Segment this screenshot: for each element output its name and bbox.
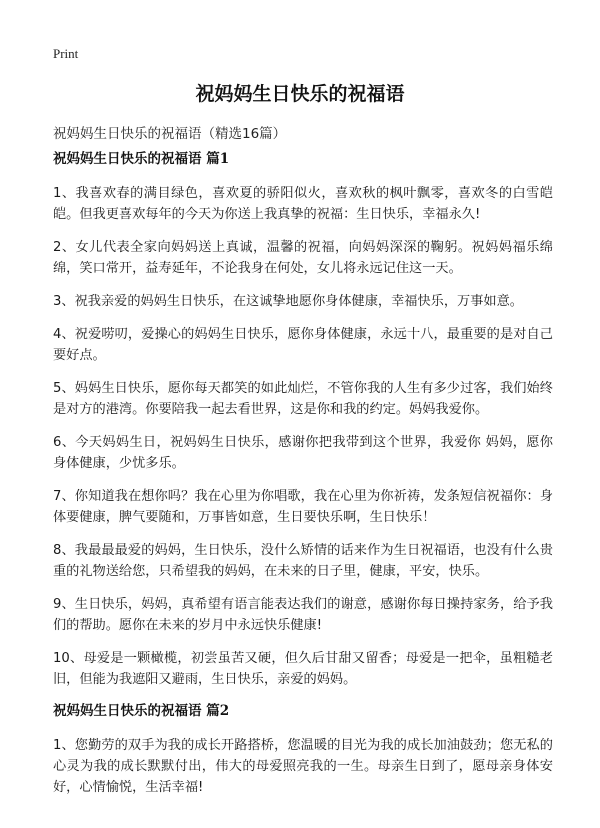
paragraph: 5、妈妈生日快乐，愿你每天都笑的如此灿烂，不管你我的人生有多少过客，我们始终是对方的港湾。你要陪我一起去看世界，这是你和我的约定。妈妈我爱你。: [53, 381, 553, 417]
print-link[interactable]: Print: [53, 46, 79, 61]
document-subtitle: 祝妈妈生日快乐的祝福语（精选16篇）: [53, 126, 287, 142]
paragraph: 8、我最最最爱的妈妈，生日快乐，没什么矫情的话来作为生日祝福语，也没有什么贵重的礼物送给您，只希望我的妈妈，在未来的日子里，健康，平安，快乐。: [53, 543, 553, 579]
paragraph: 6、今天妈妈生日，祝妈妈生日快乐，感谢你把我带到这个世界，我爱你 妈妈，愿你身体健康，少忧多乐。: [53, 435, 553, 471]
paragraph: 4、祝爱唠叨，爱操心的妈妈生日快乐，愿你身体健康，永远十八，最重要的是对自己要好点。: [53, 327, 553, 363]
section-heading-2: 祝妈妈生日快乐的祝福语 篇2: [53, 703, 230, 719]
paragraph: 10、母爱是一颗橄榄，初尝虽苦又硬，但久后甘甜又留香；母爱是一把伞，虽粗糙老旧，但能为我遮阳又避雨，生日快乐，亲爱的妈妈。: [53, 651, 553, 687]
paragraph: 9、生日快乐，妈妈，真希望有语言能表达我们的谢意，感谢你每日操持家务，给予我们的帮助。愿你在未来的岁月中永远快乐健康!: [53, 597, 553, 633]
paragraph: 1、您勤劳的双手为我的成长开路搭桥，您温暖的目光为我的成长加油鼓劲；您无私的心灵为我的成长默默付出，伟大的母爱照亮我的一生。母亲生日到了，愿母亲身体安好，心情愉悦，生活幸福!: [53, 738, 553, 795]
section-2: [53, 702, 553, 798]
paragraph: 7、你知道我在想你吗？我在心里为你唱歌，我在心里为你祈祷，发条短信祝福你：身体要健康，脾气要随和，万事皆如意，生日要快乐啊，生日快乐！: [53, 489, 553, 525]
section-1: [53, 150, 553, 690]
document-body: [53, 150, 553, 810]
section-heading-1: 祝妈妈生日快乐的祝福语 篇1: [53, 151, 230, 167]
paragraph: 3、祝我亲爱的妈妈生日快乐，在这诚挚地愿你身体健康，幸福快乐，万事如意。: [53, 294, 523, 309]
paragraph: 1、我喜欢春的满目绿色，喜欢夏的骄阳似火，喜欢秋的枫叶飘零，喜欢冬的白雪皑皑。但我更喜欢每年的今天为你送上我真挚的祝福：生日快乐，幸福永久!: [53, 186, 553, 222]
page-title: 祝妈妈生日快乐的祝福语: [195, 83, 405, 105]
paragraph: 2、女儿代表全家向妈妈送上真诚，温馨的祝福，向妈妈深深的鞠躬。祝妈妈福乐绵绵，笑口常开，益寿延年，不论我身在何处，女儿将永远记住这一天。: [53, 240, 553, 276]
